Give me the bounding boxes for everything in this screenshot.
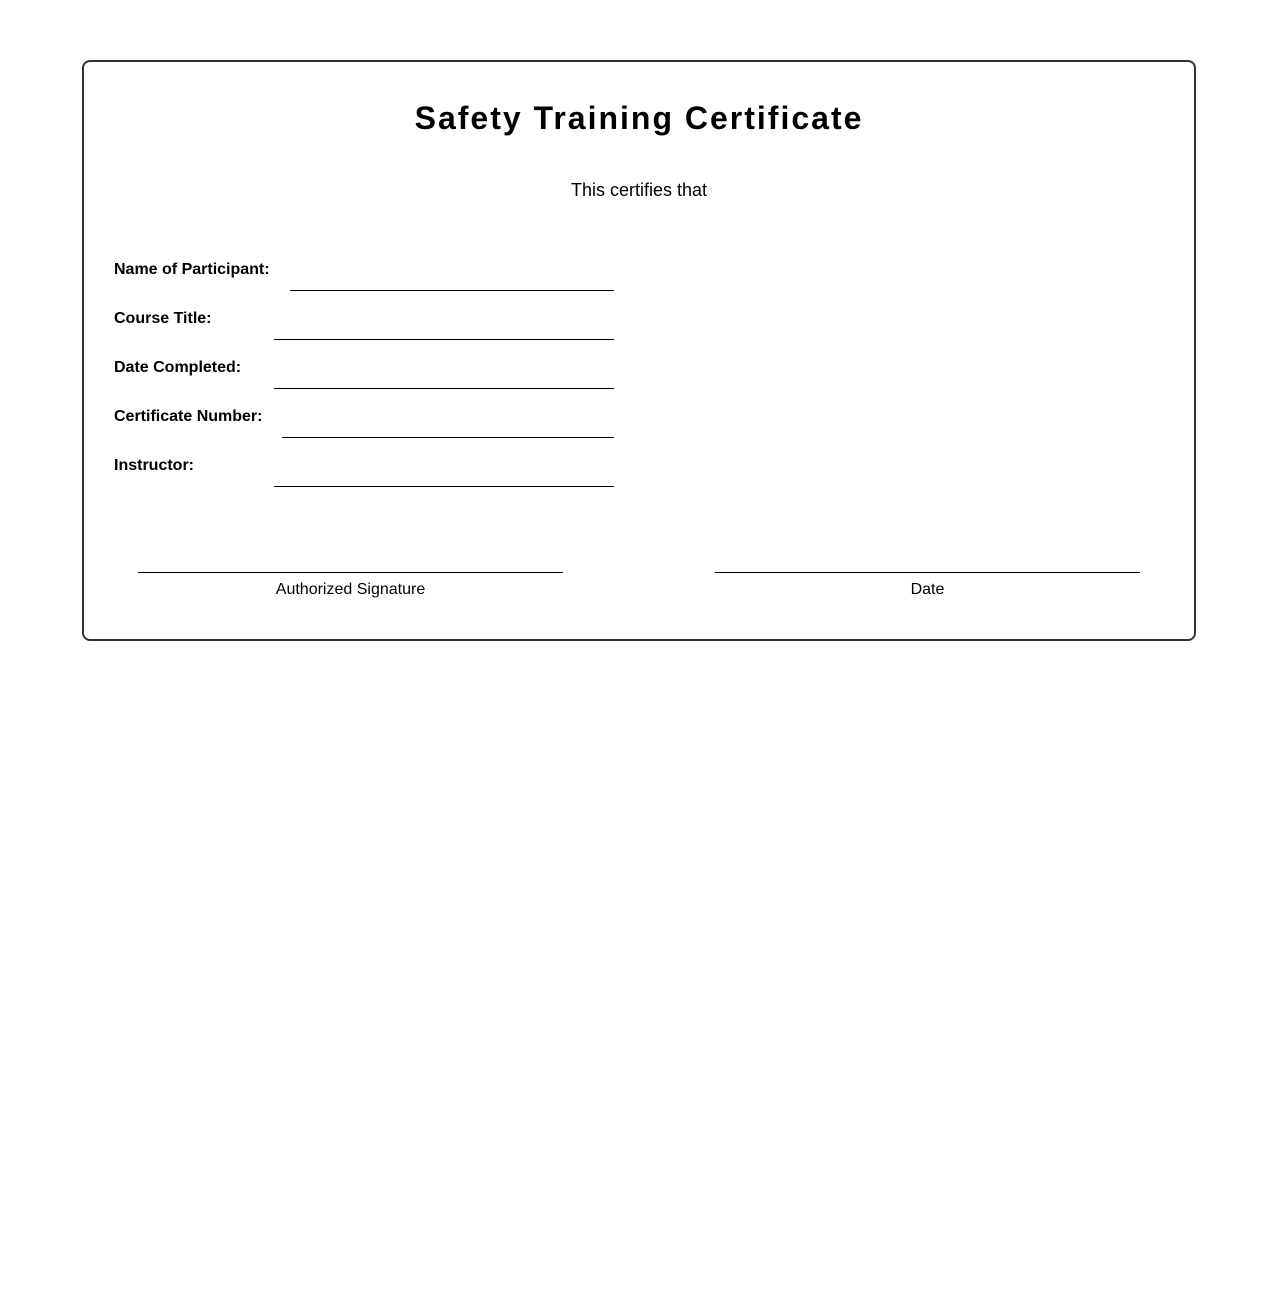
field-label: Certificate Number: (114, 408, 263, 425)
field-label: Name of Participant: (114, 261, 270, 278)
field-label: Instructor: (114, 457, 194, 474)
certificate-fields (114, 247, 614, 487)
field-date-completed (114, 340, 614, 389)
signature-line[interactable] (138, 572, 563, 573)
name-of-participant-line[interactable] (290, 260, 614, 291)
field-label: Course Title: (114, 310, 212, 327)
field-name-of-participant (114, 247, 614, 291)
certificate-card (82, 60, 1196, 641)
date-signature-block (715, 572, 1140, 599)
field-instructor (114, 438, 614, 487)
certificate-title: Safety Training Certificate (414, 100, 864, 136)
field-certificate-number (114, 389, 614, 438)
signature-label: Authorized Signature (275, 581, 426, 598)
date-line[interactable] (715, 572, 1140, 573)
certificate-subtitle: This certifies that (570, 180, 708, 200)
field-course-title (114, 291, 614, 340)
date-completed-line[interactable] (274, 358, 614, 389)
field-label: Date Completed: (114, 359, 242, 376)
certificate-number-line[interactable] (282, 407, 614, 438)
course-title-line[interactable] (274, 309, 614, 340)
instructor-line[interactable] (274, 456, 614, 487)
authorized-signature-block (138, 572, 563, 599)
date-label: Date (910, 581, 945, 598)
